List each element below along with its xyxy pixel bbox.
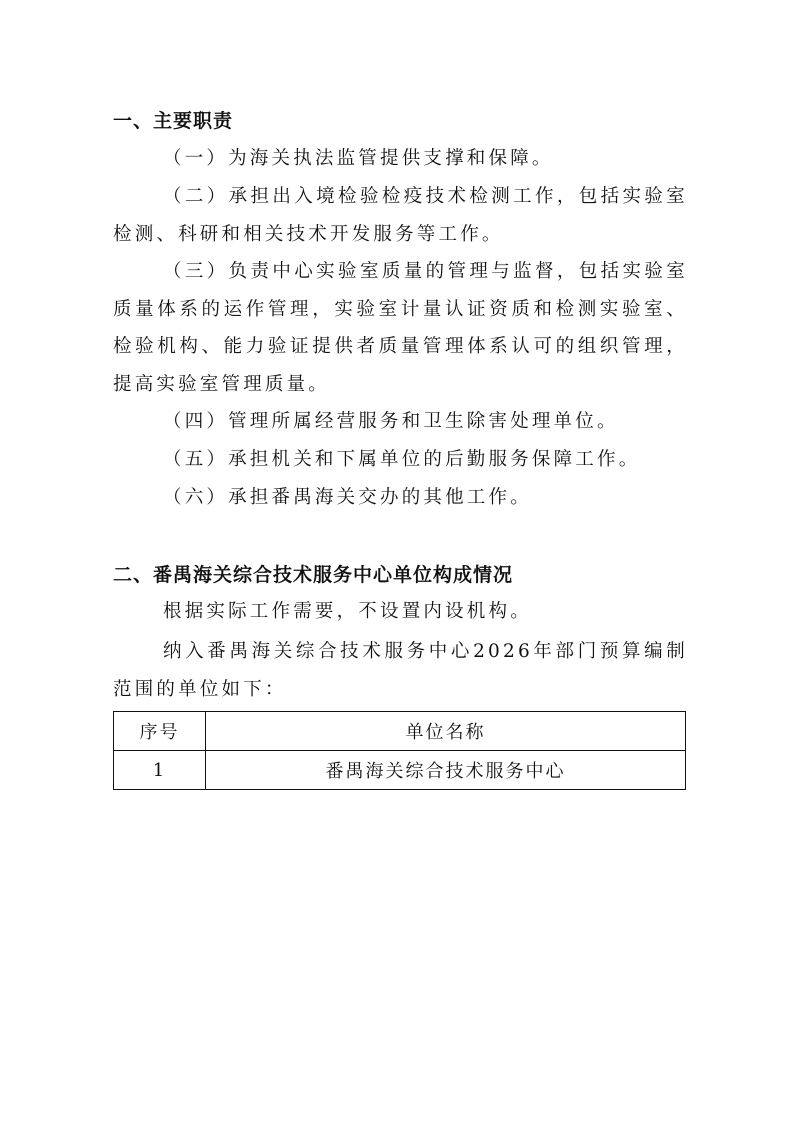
table-cell-unit-name: 番禺海关综合技术服务中心 bbox=[206, 751, 686, 790]
unit-table bbox=[113, 711, 686, 790]
column-header-index: 序号 bbox=[114, 712, 206, 751]
duty-item-4: （四）管理所属经营服务和卫生除害处理单位。 bbox=[163, 411, 619, 432]
section-heading-duties: 一、主要职责 bbox=[113, 110, 234, 132]
duty-item-1: （一）为海关执法监管提供支撑和保障。 bbox=[163, 148, 554, 169]
composition-paragraph-2: 纳入番禺海关综合技术服务中心2026年部门预算编制范围的单位如下： bbox=[113, 641, 688, 700]
section-heading-composition: 二、番禺海关综合技术服务中心单位构成情况 bbox=[113, 564, 514, 586]
table-cell-index: 1 bbox=[114, 751, 206, 790]
duty-item-2: （二）承担出入境检验检疫技术检测工作，包括实验室检测、科研和相关技术开发服务等工作。 bbox=[113, 186, 688, 245]
duty-item-3: （三）负责中心实验室质量的管理与监督，包括实验室质量体系的运作管理，实验室计量认证资质和检测实验室、检验机构、能力验证提供者质量管理体系认可的组织管理，提高实验室管理质量。 bbox=[113, 261, 688, 395]
composition-paragraph-1: 根据实际工作需要，不设置内设机构。 bbox=[163, 601, 532, 622]
duty-item-6: （六）承担番禺海关交办的其他工作。 bbox=[163, 487, 532, 508]
duty-item-5: （五）承担机关和下属单位的后勤服务保障工作。 bbox=[163, 449, 641, 470]
table-row bbox=[114, 751, 686, 790]
column-header-unit-name: 单位名称 bbox=[206, 712, 686, 751]
unit-table-header-row bbox=[114, 712, 686, 751]
